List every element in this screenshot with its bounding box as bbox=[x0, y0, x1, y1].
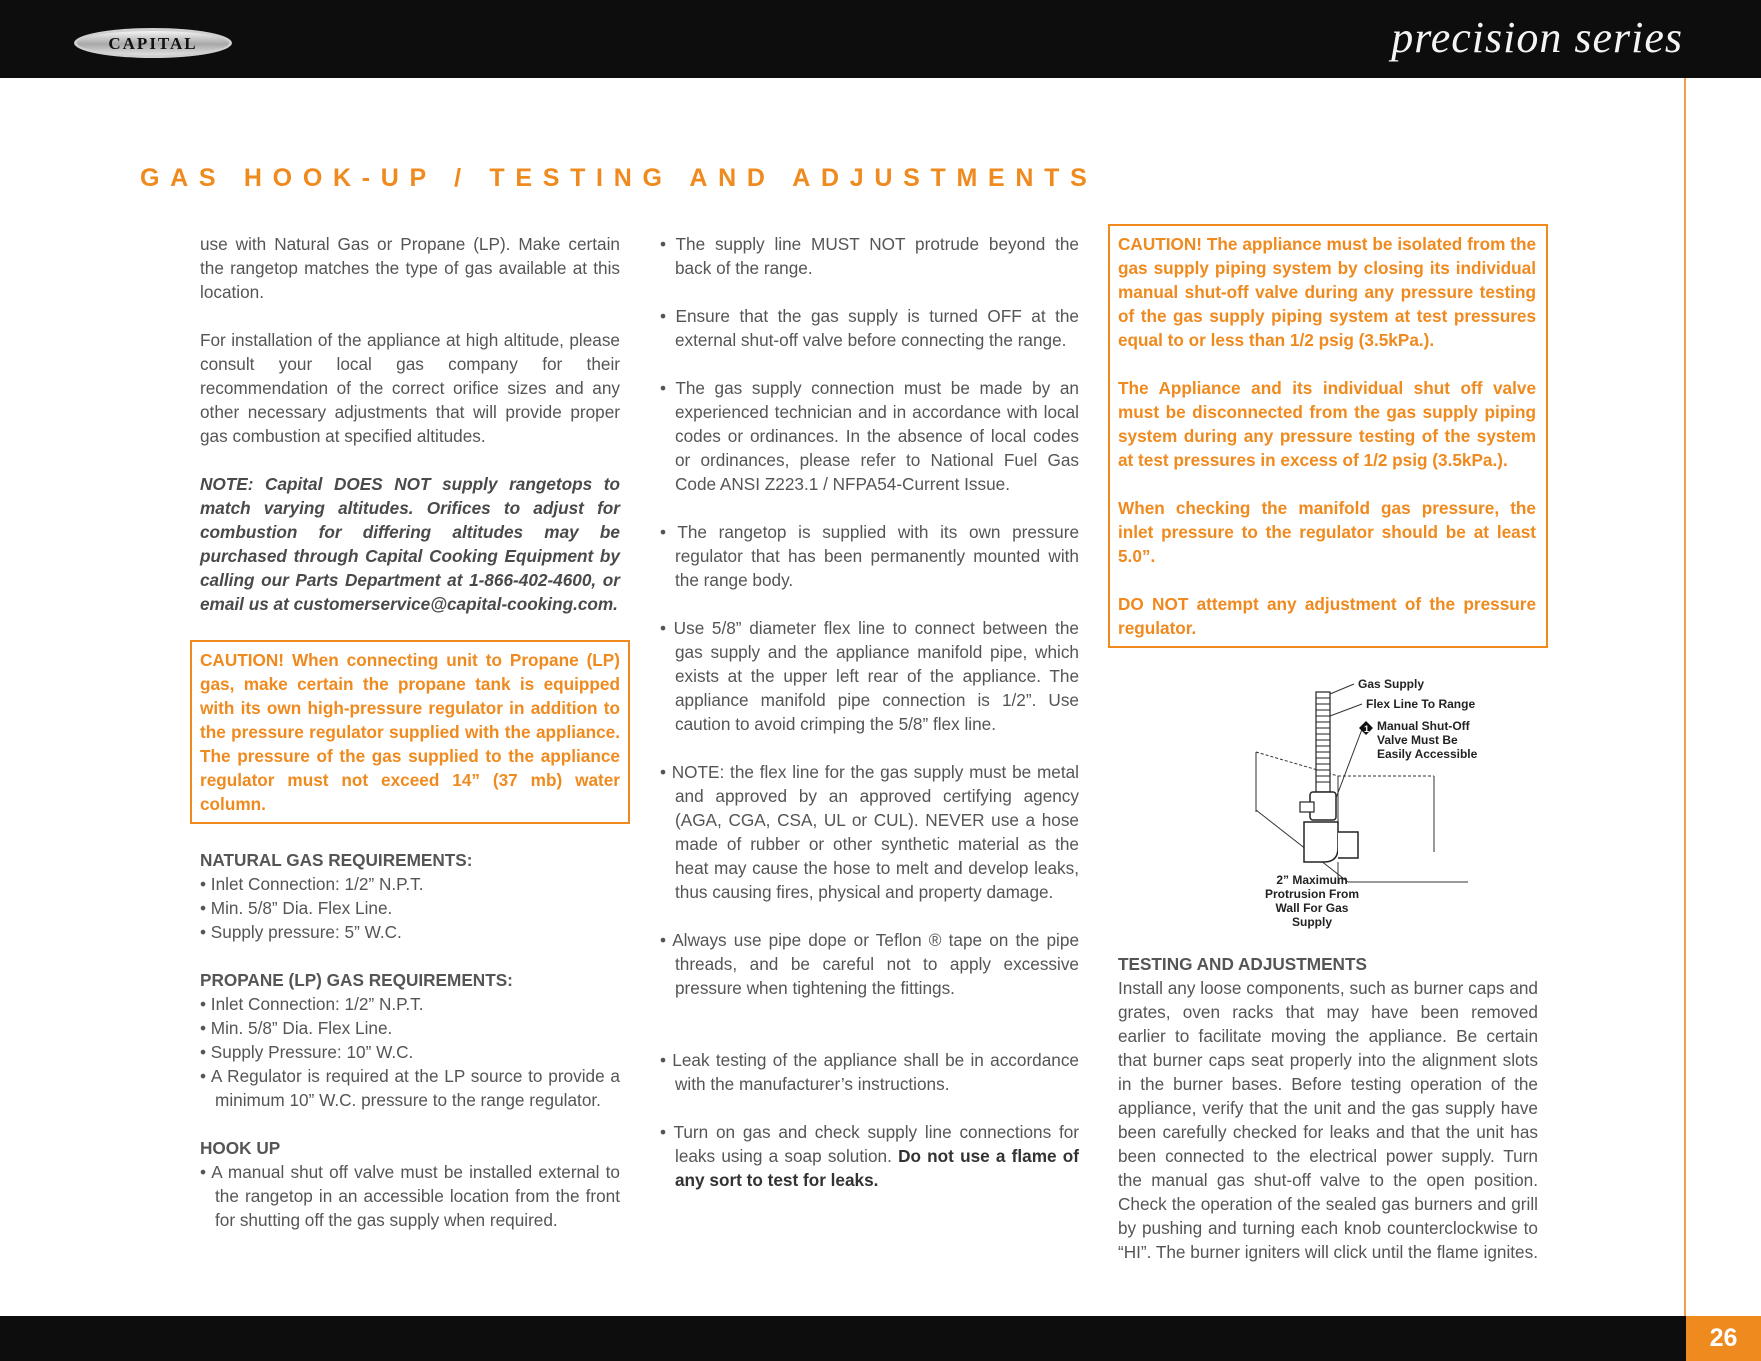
list-item: • The rangetop is supplied with its own pressure regulator that has been permanently mounted with the range body. bbox=[660, 522, 1079, 590]
column-middle bbox=[660, 232, 1079, 1216]
column-right bbox=[1118, 232, 1538, 1264]
altitude-note: NOTE: Capital DOES NOT supply rangetops to match varying altitudes. Orifices to adjust for combustion for differing altitudes may be purchased through Capital Cooking Equipment by calling our Parts Department at 1-866-402-4600, or email us at customerservice@capital-cooking.com. bbox=[200, 474, 620, 614]
series-title: precision series bbox=[1391, 13, 1683, 62]
protrusion-label-1: 2” Maximum bbox=[1276, 873, 1348, 887]
list-item: • A manual shut off valve must be installed external to the rangetop in an accessible location from the front for shutting off the gas supply when required. bbox=[200, 1162, 620, 1230]
propane-caution-box: CAUTION! When connecting unit to Propane (LP) gas, make certain the propane tank is equipped with its own high-pressure regulator in addition to the pressure regulator supplied with the appliance. The pressure of the gas supplied to the appliance regulator must not exceed 14” (37 mb) water column. bbox=[190, 640, 630, 824]
natural-gas-list bbox=[200, 872, 620, 944]
flex-line-label: Flex Line To Range bbox=[1366, 697, 1476, 711]
list-item: • A Regulator is required at the LP source to provide a minimum 10” W.C. pressure to the range regulator. bbox=[200, 1066, 620, 1110]
list-item: • Inlet Connection: 1/2” N.P.T. bbox=[200, 994, 424, 1014]
header-bar bbox=[0, 0, 1761, 78]
footer-bar bbox=[0, 1316, 1761, 1361]
valve-label-1: Manual Shut-Off bbox=[1377, 719, 1470, 733]
list-item: • Ensure that the gas supply is turned OFF at the external shut-off valve before connecting the range. bbox=[660, 306, 1079, 350]
testing-heading: TESTING AND ADJUSTMENTS bbox=[1118, 954, 1367, 974]
list-item: • Supply Pressure: 10” W.C. bbox=[200, 1042, 414, 1062]
testing-paragraph: Install any loose components, such as burner caps and grates, oven racks that may have been removed earlier to facilitate moving the appliance. Be certain that burner caps seat properly into the alignment slots in the burner bases. Before testing operation of the appliance, verify that the unit and the gas supply have been carefully checked for leaks and that the unit has been connected to the electrical power supply. Turn the manual gas shut-off valve to the open position. Check the operation of the sealed gas burners and grill by pushing and turning each knob counterclockwise to “HI”. The burner igniters will click until the flame ignites. bbox=[1118, 978, 1538, 1262]
column-left bbox=[200, 232, 620, 1256]
natural-gas-heading: NATURAL GAS REQUIREMENTS: bbox=[200, 850, 473, 870]
list-item: • Min. 5/8” Dia. Flex Line. bbox=[200, 898, 393, 918]
list-item: • Supply pressure: 5” W.C. bbox=[200, 922, 402, 942]
marker-number: 1 bbox=[1364, 724, 1370, 734]
valve-label-3: Easily Accessible bbox=[1377, 747, 1478, 761]
list-item: • The supply line MUST NOT protrude beyond the back of the range. bbox=[660, 234, 1079, 278]
capital-logo: CAPITAL bbox=[74, 28, 232, 58]
propane-heading: PROPANE (LP) GAS REQUIREMENTS: bbox=[200, 970, 513, 990]
valve-label-2: Valve Must Be bbox=[1377, 733, 1458, 747]
gas-connection-diagram bbox=[1238, 672, 1498, 934]
protrusion-label-3: Wall For Gas bbox=[1275, 901, 1349, 915]
list-item: • Min. 5/8” Dia. Flex Line. bbox=[200, 1018, 393, 1038]
section-title: GAS HOOK-UP / TESTING AND ADJUSTMENTS bbox=[140, 164, 1098, 192]
hookup-heading: HOOK UP bbox=[200, 1138, 281, 1158]
propane-list bbox=[200, 992, 620, 1112]
pressure-testing-caution-box bbox=[1108, 224, 1548, 648]
protrusion-label-4: Supply bbox=[1291, 915, 1333, 929]
altitude-paragraph: For installation of the appliance at high altitude, please consult your local gas company for their recommendation of the correct orifice sizes and any other necessary adjustments that will provide proper gas combustion at specified altitudes. bbox=[200, 330, 620, 446]
hookup-list bbox=[200, 1160, 620, 1232]
list-item: • NOTE: the flex line for the gas supply must be metal and approved by an approved certifying agency (AGA, CGA, CSA, UL or CUL). NEVER use a hose made of rubber or other synthetic material as the heat may cause the hose to melt and develop leaks, thus causing fires, physical and property damage. bbox=[660, 762, 1079, 902]
list-item: • Inlet Connection: 1/2” N.P.T. bbox=[200, 874, 424, 894]
intro-paragraph: use with Natural Gas or Propane (LP). Make certain the rangetop matches the type of gas available at this location. bbox=[200, 234, 620, 302]
caution-paragraph: DO NOT attempt any adjustment of the pressure regulator. bbox=[1118, 594, 1536, 638]
page-number: 26 bbox=[1686, 1316, 1761, 1361]
leak-warning: Do not use a flame of any sort to test for leaks. bbox=[675, 1146, 1079, 1190]
list-item: • Use 5/8” diameter flex line to connect between the gas supply and the appliance manifold pipe, which exists at the upper left rear of the appliance. The appliance manifold pipe connection is 1/2”. Use caution to avoid crimping the 5/8” flex line. bbox=[660, 618, 1079, 734]
list-item: • The gas supply connection must be made by an experienced technician and in accordance with local codes or ordinances. In the absence of local codes or ordinances, please refer to National Fuel Gas Code ANSI Z223.1 / NFPA54-Current Issue. bbox=[660, 378, 1079, 494]
hookup-instructions-list bbox=[660, 232, 1079, 1192]
right-margin-rule bbox=[1684, 78, 1686, 1316]
caution-paragraph: The Appliance and its individual shut off valve must be disconnected from the gas supply piping system during any pressure testing of the system at test pressures in excess of 1/2 psig (3.5kPa.). bbox=[1118, 378, 1536, 470]
protrusion-label-2: Protrusion From bbox=[1264, 887, 1360, 901]
gas-supply-label: Gas Supply bbox=[1358, 677, 1425, 691]
list-item: • Always use pipe dope or Teflon ® tape on the pipe threads, and be careful not to apply excessive pressure when tightening the fittings. bbox=[660, 930, 1079, 998]
list-item: • Leak testing of the appliance shall be in accordance with the manufacturer’s instructions. bbox=[660, 1050, 1079, 1094]
list-item: • Turn on gas and check supply line connections for leaks using a soap solution. Do not use a flame of any sort to test for leaks. bbox=[660, 1122, 1079, 1190]
caution-paragraph: CAUTION! The appliance must be isolated from the gas supply piping system by closing its individual manual shut-off valve during any pressure testing of the gas supply piping system at test pressures equal to or less than 1/2 psig (3.5kPa.). bbox=[1118, 234, 1536, 350]
caution-paragraph: When checking the manifold gas pressure, the inlet pressure to the regulator should be at least 5.0”. bbox=[1118, 498, 1536, 566]
